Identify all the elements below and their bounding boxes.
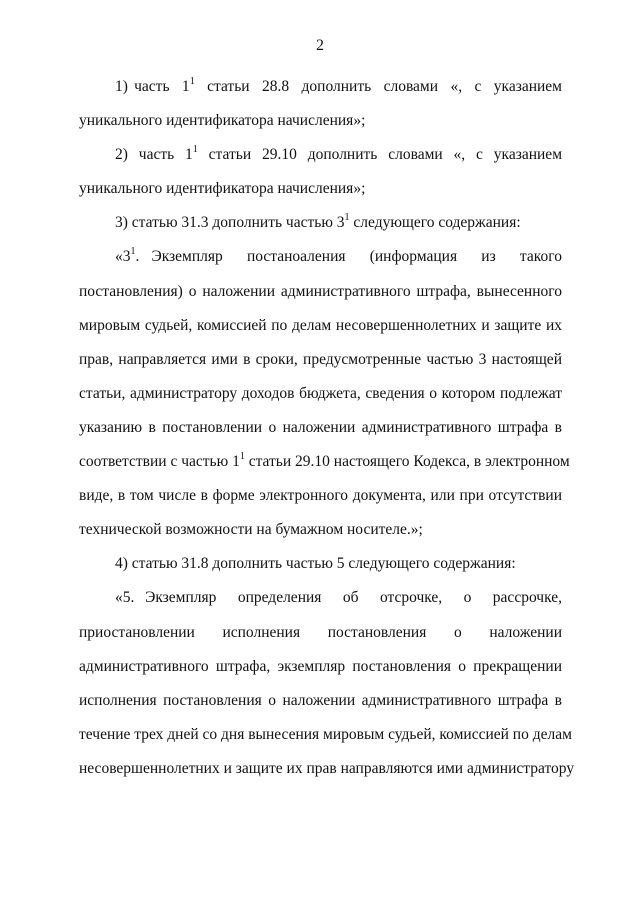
text-fragment: статьи 28.8 дополнить словами «, с указанием (194, 78, 562, 95)
text-line (79, 445, 570, 479)
text-line (79, 275, 562, 309)
document-body (79, 70, 575, 786)
text-fragment: течение трех дней со дня вынесения мировым судьей, комиссией по делам (79, 725, 572, 743)
text-line (79, 70, 562, 104)
text-fragment: статьи, администратору доходов бюджета, сведения о котором подлежат (79, 384, 562, 402)
text-fragment: . Экземпляр постаноаления (информация из такого (135, 248, 562, 266)
text-line (79, 752, 575, 786)
text-fragment: статьи 29.10 настоящего Кодекса, в электронном (244, 453, 570, 471)
text-fragment: «3 (115, 248, 131, 266)
text-line (79, 581, 562, 615)
text-fragment: виде, в том числе в форме электронного документа, или при отсутствии (79, 487, 562, 505)
text-line (79, 684, 562, 718)
text-fragment: мировым судьей, комиссией по делам несовершеннолетних и защите их (79, 316, 562, 334)
text-fragment: 4) статью 31.8 дополнить частью 5 следующего содержания: (115, 555, 516, 573)
text-fragment: уникального идентификатора начисления»; (79, 112, 366, 130)
text-line (79, 309, 562, 343)
text-fragment: 1) часть 1 (115, 78, 190, 95)
text-fragment: 2) часть 1 (115, 146, 193, 164)
text-line (79, 411, 562, 445)
text-line (79, 513, 562, 547)
text-fragment: следующего содержания: (349, 214, 521, 232)
text-line (79, 206, 562, 240)
text-line (79, 547, 562, 581)
text-fragment: соответствии с частью 1 (79, 453, 240, 471)
superscript: 1 (130, 246, 136, 258)
text-fragment: «5. Экземпляр определения об отсрочке, о рассрочке, (115, 589, 562, 607)
page-number: 2 (316, 37, 324, 54)
text-line (79, 172, 562, 206)
text-line (79, 616, 562, 650)
text-line (79, 343, 562, 377)
text-fragment: постановления) о наложении административного штрафа, вынесенного (79, 282, 562, 300)
superscript: 1 (189, 76, 195, 87)
text-line (79, 104, 562, 138)
text-fragment: технической возможности на бумажном носителе.»; (79, 521, 423, 539)
text-fragment: административного штрафа, экземпляр постановления о прекращении (79, 657, 562, 675)
text-fragment: исполнения постановления о наложении административного штрафа в (79, 691, 562, 709)
text-fragment: уникального идентификатора начисления»; (79, 180, 366, 198)
text-line (79, 718, 572, 752)
text-fragment: несовершеннолетних и защите их прав направляются ими администратору (79, 759, 575, 777)
text-line (79, 479, 562, 513)
text-line (79, 377, 562, 411)
text-fragment: статьи 29.10 дополнить словами «, с указанием (197, 146, 562, 164)
text-fragment: приостановлении исполнения постановления о наложении (79, 623, 562, 641)
text-fragment: прав, направляется ими в сроки, предусмотренные частью 3 настоящей (79, 350, 562, 368)
superscript: 1 (192, 144, 198, 156)
text-line (79, 650, 562, 684)
superscript: 1 (239, 451, 245, 463)
text-fragment: 3) статью 31.3 дополнить частью 3 (115, 214, 345, 232)
text-line (79, 138, 562, 172)
superscript: 1 (344, 212, 350, 224)
text-line (79, 240, 562, 274)
text-fragment: указанию в постановлении о наложении административного штрафа в (79, 418, 562, 436)
